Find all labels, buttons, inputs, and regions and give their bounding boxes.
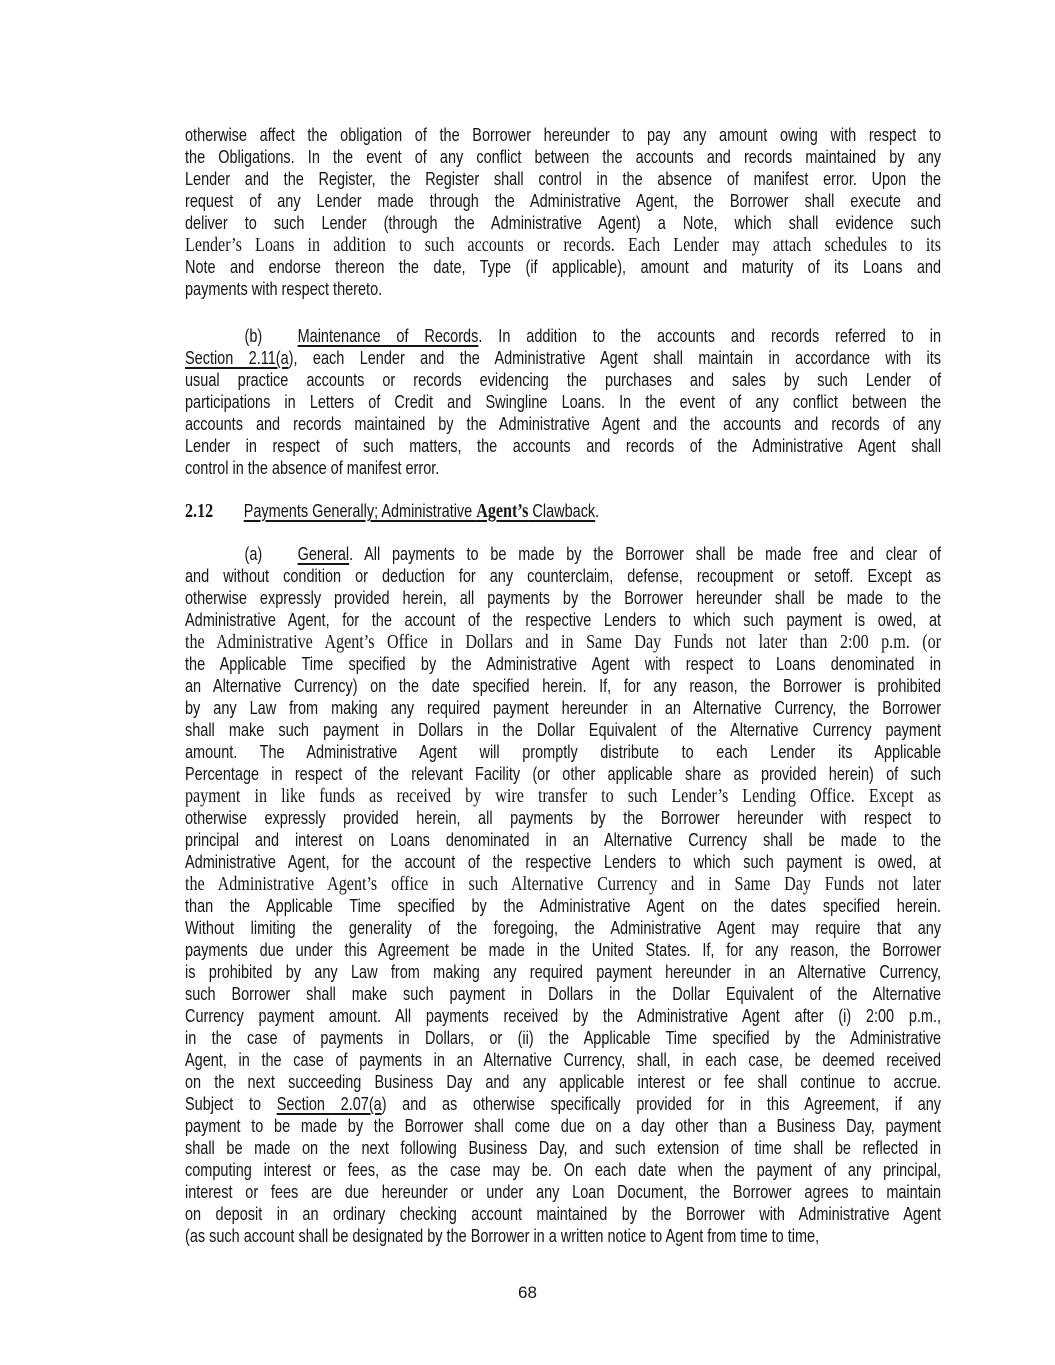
text-segment: usual practice accounts or records evidencing the purchases and sales by such Lender of [185,370,942,390]
text-line [185,500,941,522]
text-line [185,653,941,675]
text-segment: Section 2.07(a [276,1094,382,1114]
text-segment: Lender and the Register, the Register shall control in the absence of manifest error. Upon the [185,169,942,189]
text-line [185,124,941,146]
text-line [185,1225,941,1247]
text-segment: the Applicable Time specified by the Administrative Agent with respect to Loans denominated in [185,654,942,674]
text-segment: Payments Generally; Administrative [243,501,477,521]
text-line [185,1071,941,1093]
text-segment: the Obligations. In the event of any conflict between the accounts and records maintained by any [185,147,942,167]
text-segment: (a) [244,544,263,564]
text-segment: Clawback [528,501,596,521]
tab-spacer [185,559,245,560]
text-segment: Agent’s [476,500,529,522]
text-line [185,829,941,851]
text-line [185,1181,941,1203]
text-segment: . All payments to be made by the Borrower shall be made free and clear of [349,544,942,564]
text-segment: (as such account shall be designated by the Borrower in a written notice to Agent from time to time, [185,1226,820,1246]
text-line [185,1005,941,1027]
text-line [185,1027,941,1049]
text-segment: (b) [244,326,263,346]
text-line [185,917,941,939]
text-segment: principal and interest on Loans denominated in an Alternative Currency shall be made to the [185,830,942,850]
text-line [185,873,941,895]
text-segment: computing interest or fees, as the case may be. On each date when the payment of any principal, [185,1160,942,1180]
text-line [185,543,941,565]
text-segment: on the next succeeding Business Day and any applicable interest or fee shall continue to accrue. [185,1072,942,1092]
text-segment: Percentage in respect of the relevant Facility (or other applicable share as provided herein) of such [185,764,942,784]
text-line [185,413,941,435]
tab-spacer [185,341,245,342]
text-segment: Maintenance of Records [297,326,479,346]
page-number: 68 [518,1283,537,1302]
section-heading-2-12 [185,500,941,522]
text-line [185,719,941,741]
text-segment: ), each Lender and the Administrative Agent shall maintain in accordance with its [288,348,942,368]
text-segment: Note and endorse thereon the date, Type (if applicable), amount and maturity of its Loans and [185,257,942,277]
text-segment: the Administrative Agent’s Office in Dollars and in Same Day Funds not later than 2:00 p.m. (or [185,631,942,653]
text-segment: Lender’s Loans in addition to such accounts or records. Each Lender may attach schedules to its [185,234,942,256]
text-segment: is prohibited by any Law from making any required payment hereunder in an Alternative Currency, [185,962,942,982]
text-line [185,369,941,391]
text-line [185,939,941,961]
text-segment: interest or fees are due hereunder or under any Loan Document, the Borrower agrees to maintain [185,1182,942,1202]
text-segment: participations in Letters of Credit and Swingline Loans. In the event of any conflict between the [185,392,942,412]
text-segment: Administrative Agent, for the account of the respective Lenders to which such payment is owed, at [185,610,942,630]
paragraph-b-maintenance-of-records [185,325,941,479]
text-segment: otherwise affect the obligation of the Borrower hereunder to pay any amount owing with respect to [185,125,942,145]
tab-spacer [262,559,297,560]
text-line [185,435,941,457]
text-line [185,1203,941,1225]
text-line [185,278,941,300]
text-segment: deliver to such Lender (through the Administrative Agent) a Note, which shall evidence such [185,213,942,233]
text-line [185,146,941,168]
text-segment: Without limiting the generality of the foregoing, the Administrative Agent may require that any [185,918,942,938]
text-segment: Currency payment amount. All payments received by the Administrative Agent after (i) 2:00 p.m., [185,1006,942,1026]
text-segment: control in the absence of manifest error. [185,458,440,478]
paragraph-continuation [185,124,941,300]
text-segment: payments with respect thereto. [185,279,383,299]
text-segment: payment to be made by the Borrower shall come due on a day other than a Business Day, payment [185,1116,942,1136]
tab-spacer [213,516,244,517]
text-segment: otherwise expressly provided herein, all payments by the Borrower hereunder shall be made to the [185,588,942,608]
text-segment: in the case of payments in Dollars, or (ii) the Applicable Time specified by the Administrative [185,1028,942,1048]
text-line [185,741,941,763]
text-segment: . [595,501,600,521]
text-line [185,675,941,697]
text-segment: payments due under this Agreement be made in the United States. If, for any reason, the Borrower [185,940,942,960]
text-segment: otherwise expressly provided herein, all payments by the Borrower hereunder with respect to [185,808,942,828]
text-line [185,587,941,609]
tab-spacer [262,341,297,342]
text-line [185,1093,941,1115]
text-line [185,1115,941,1137]
text-line [185,1049,941,1071]
text-segment: on deposit in an ordinary checking account maintained by the Borrower with Administrative Agent [185,1204,942,1224]
text-line [185,457,941,479]
text-segment: . In addition to the accounts and records referred to in [478,326,942,346]
text-line [185,325,941,347]
text-line [185,347,941,369]
text-segment: by any Law from making any required payment hereunder in an Alternative Currency, the Borrower [185,698,942,718]
text-line [185,807,941,829]
text-segment: Section 2.11(a [185,348,289,368]
text-line [185,1159,941,1181]
text-line [185,391,941,413]
text-segment: an Alternative Currency) on the date specified herein. If, for any reason, the Borrower is prohibited [185,676,942,696]
text-segment: the Administrative Agent’s office in such Alternative Currency and in Same Day Funds not later [185,873,942,895]
text-line [185,895,941,917]
text-segment: 2.12 [185,500,214,522]
text-line [185,763,941,785]
text-segment: than the Applicable Time specified by the Administrative Agent on the dates specified herein. [185,896,942,916]
text-segment: shall be made on the next following Business Day, and such extension of time shall be reflected in [185,1138,942,1158]
text-segment: ) and as otherwise specifically provided for in this Agreement, if any [381,1094,942,1114]
text-segment: Subject to [185,1094,277,1114]
text-line [185,190,941,212]
document-body [185,124,941,1272]
text-segment: accounts and records maintained by the Administrative Agent and the accounts and records of any [185,414,942,434]
text-line [185,983,941,1005]
text-segment: such Borrower shall make such payment in Dollars in the Dollar Equivalent of the Alternative [185,984,942,1004]
text-line [185,785,941,807]
text-line [185,1137,941,1159]
text-line [185,565,941,587]
text-segment: Lender in respect of such matters, the accounts and records of the Administrative Agent shall [185,436,942,456]
text-segment: Agent, in the case of payments in an Alternative Currency, shall, in each case, be deemed received [185,1050,942,1070]
text-segment: General [297,544,350,564]
text-line [185,631,941,653]
text-line [185,609,941,631]
paragraph-a-general [185,543,941,1247]
text-segment: and without condition or deduction for any counterclaim, defense, recoupment or setoff. Except as [185,566,942,586]
text-segment: shall make such payment in Dollars in the Dollar Equivalent of the Alternative Currency payment [185,720,942,740]
text-line [185,256,941,278]
text-line [185,961,941,983]
text-line [185,234,941,256]
text-line [185,851,941,873]
text-segment: request of any Lender made through the Administrative Agent, the Borrower shall execute and [185,191,942,211]
text-segment: Administrative Agent, for the account of the respective Lenders to which such payment is owed, at [185,852,942,872]
text-segment: amount. The Administrative Agent will promptly distribute to each Lender its Applicable [185,742,942,762]
text-line [185,168,941,190]
text-segment: payment in like funds as received by wire transfer to such Lender’s Lending Office. Except as [185,785,942,807]
text-line [185,212,941,234]
text-line [185,697,941,719]
